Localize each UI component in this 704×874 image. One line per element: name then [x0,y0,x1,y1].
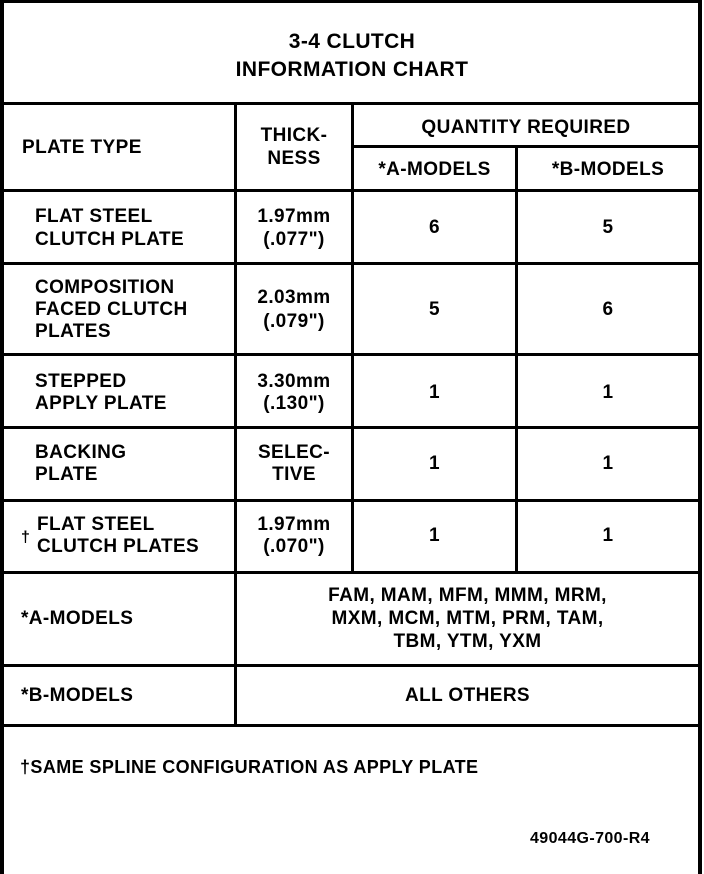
row4-thickness-line2: TIVE [272,464,316,485]
row1-thickness-line1: 1.97mm [257,206,331,227]
row4-b-qty: 1 [602,453,614,474]
row4-a-qty: 1 [429,453,440,474]
row5-dagger-marker: † [21,529,31,546]
row2-type-line2: FACED CLUTCH [35,299,188,320]
row2-type-line1: COMPOSITION [35,277,175,298]
row5-type-line2: CLUTCH PLATES [37,536,200,557]
rule-b-models [0,724,702,727]
border-left [0,0,4,874]
a-models-label: *A-MODELS [21,608,134,629]
header-b-models: *B-MODELS [551,159,665,180]
header-plate-type: PLATE TYPE [22,137,142,158]
row4-type-line2: PLATE [35,464,98,485]
chart-title-line1: 3-4 CLUTCH [288,30,416,53]
row1-a-qty: 6 [429,217,440,238]
row2-thickness-line2: (.079") [263,311,325,332]
row3-thickness-line2: (.130") [263,393,325,414]
header-thickness-line1: THICK- [260,125,328,146]
row2-b-qty: 6 [602,299,614,320]
a-models-list-line3: TBM, YTM, YXM [393,631,542,652]
row5-thickness-line2: (.070") [263,536,325,557]
a-models-list-line2: MXM, MCM, MTM, PRM, TAM, [331,608,604,629]
footnote: †SAME SPLINE CONFIGURATION AS APPLY PLATE [20,757,479,777]
row1-type-line2: CLUTCH PLATE [35,229,185,250]
header-a-models: *A-MODELS [378,159,491,180]
row5-b-qty: 1 [602,525,614,546]
row3-type-line2: APPLY PLATE [35,393,167,414]
row4-type-line1: BACKING [35,442,127,463]
row1-type-line1: FLAT STEEL [35,206,153,227]
a-models-list-line1: FAM, MAM, MFM, MMM, MRM, [328,585,607,606]
header-quantity-required: QUANTITY REQUIRED [421,117,631,138]
row2-type-line3: PLATES [35,321,111,342]
row5-a-qty: 1 [429,525,440,546]
row1-b-qty: 5 [602,217,614,238]
b-models-value: ALL OTHERS [404,685,531,706]
rule-quantity [351,145,702,148]
row2-a-qty: 5 [429,299,440,320]
row3-thickness-line1: 3.30mm [257,371,331,392]
row3-a-qty: 1 [429,382,440,403]
chart-title-line2: INFORMATION CHART [235,58,469,81]
row3-type-line1: STEPPED [35,371,127,392]
row5-thickness-line1: 1.97mm [257,514,331,535]
row2-thickness-line1: 2.03mm [257,287,331,308]
header-thickness-line2: NESS [267,148,321,169]
row1-thickness-line2: (.077") [263,229,325,250]
rule-a-models [0,664,702,667]
row4-thickness-line1: SELEC- [257,442,331,463]
row5-type-line1: FLAT STEEL [37,514,155,535]
b-models-label: *B-MODELS [21,685,134,706]
row3-b-qty: 1 [602,382,614,403]
figure-id: 49044G-700-R4 [530,830,650,847]
col-rule-models [515,146,518,573]
border-right [698,0,702,874]
border-top [0,0,702,3]
